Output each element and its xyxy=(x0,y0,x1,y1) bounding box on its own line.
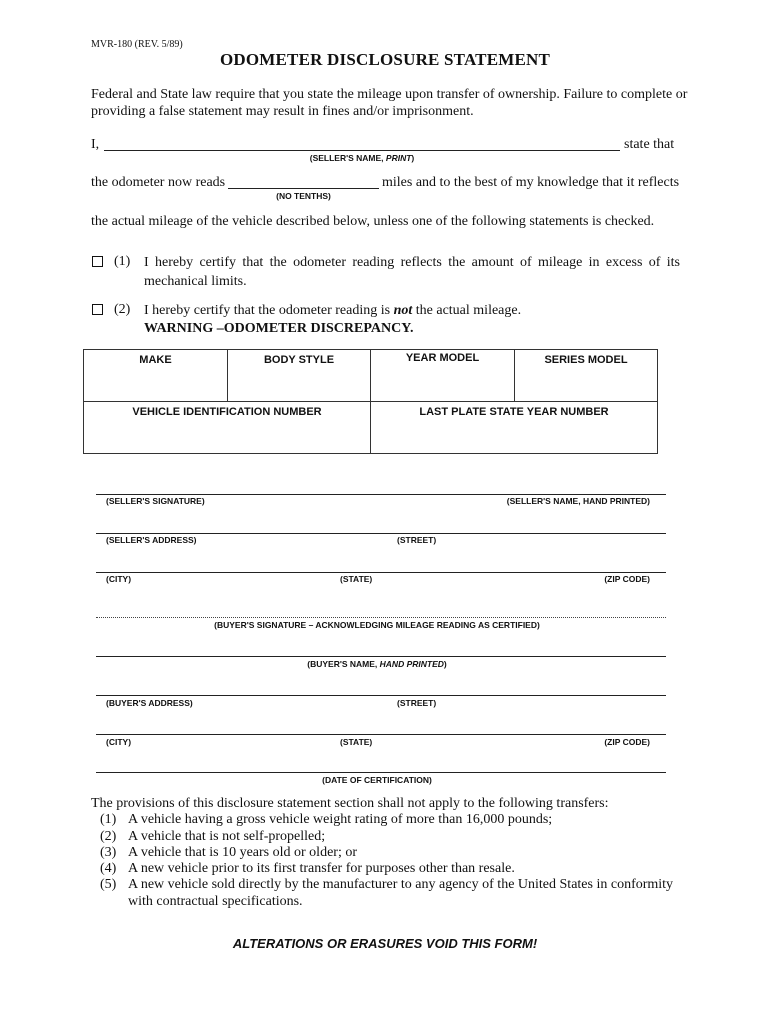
intro-text: Federal and State law require that you state the mileage upon transfer of ownership. Failure to complete or providing a false statement may result in fines and/or imprisonment. xyxy=(91,87,688,119)
provision-item xyxy=(91,812,691,828)
provision-item xyxy=(91,877,691,910)
statement-2-number: (2) xyxy=(114,302,131,317)
vin-cell[interactable] xyxy=(84,402,371,453)
seller-line-prefix: I, xyxy=(91,137,100,152)
body-style-cell[interactable] xyxy=(228,350,371,401)
make-label: MAKE xyxy=(139,354,172,366)
seller-city-label: (CITY) xyxy=(106,574,132,584)
make-cell[interactable] xyxy=(84,350,228,401)
provision-text: A new vehicle prior to its first transfer for purposes other than resale. xyxy=(128,861,515,877)
buyer-city-line[interactable] xyxy=(96,734,666,735)
provisions-section xyxy=(91,796,691,910)
seller-zip-label: (ZIP CODE) xyxy=(604,574,650,584)
buyer-zip-label: (ZIP CODE) xyxy=(604,737,650,747)
seller-name-field[interactable] xyxy=(104,150,620,151)
provision-text: A new vehicle sold directly by the manufacturer to any agency of the United States in conformity with contractual specifications. xyxy=(128,877,674,909)
buyer-signature-label: (BUYER'S SIGNATURE – ACKNOWLEDGING MILEAGE READING AS CERTIFIED) xyxy=(214,620,540,630)
buyer-name-label-main: (BUYER'S NAME, xyxy=(307,659,380,669)
year-model-cell[interactable] xyxy=(371,350,515,401)
seller-signature-label: (SELLER'S SIGNATURE) xyxy=(106,496,205,506)
statement-1-text: I hereby certify that the odometer reading reflects the amount of mileage in excess of its mechanical limits. xyxy=(144,255,680,289)
seller-name-caption xyxy=(104,153,620,163)
provision-text: A vehicle having a gross vehicle weight rating of more than 16,000 pounds; xyxy=(128,812,553,828)
form-id: MVR-180 (REV. 5/89) xyxy=(91,39,183,50)
buyer-name-label xyxy=(96,659,658,669)
provision-item xyxy=(91,829,691,845)
body-style-label: BODY STYLE xyxy=(263,354,335,366)
seller-name-caption-em: PRINT xyxy=(385,153,412,163)
buyer-name-label-em: HAND PRINTED xyxy=(379,659,444,669)
seller-name-caption-main: (SELLER'S NAME, xyxy=(309,153,386,163)
statement-1-checkbox[interactable] xyxy=(92,256,103,267)
statement-2-checkbox[interactable] xyxy=(92,304,103,315)
provision-number: (3) xyxy=(100,844,117,860)
vehicle-table-row-2 xyxy=(84,402,657,453)
odometer-reading-field[interactable] xyxy=(228,188,379,189)
provision-number: (5) xyxy=(100,877,117,893)
seller-city-line[interactable] xyxy=(96,572,666,573)
provision-item xyxy=(91,861,691,877)
provisions-intro: The provisions of this disclosure statement section shall not apply to the following transfers: xyxy=(91,796,609,811)
buyer-state-label: (STATE) xyxy=(340,737,373,747)
provision-number: (1) xyxy=(100,812,117,828)
series-model-cell[interactable] xyxy=(515,350,657,401)
seller-signature-line[interactable] xyxy=(96,494,666,495)
buyer-address-line[interactable] xyxy=(96,695,666,696)
mileage-text: the actual mileage of the vehicle described below, unless one of the following statements is checked. xyxy=(91,214,655,229)
year-model-label: YEAR MODEL xyxy=(405,352,480,364)
last-plate-cell[interactable] xyxy=(371,402,657,453)
no-tenths-caption: (NO TENTHS) xyxy=(276,191,331,201)
statement-2-text-after: the actual mileage. xyxy=(412,303,522,318)
statement-2-text-before: I hereby certify that the odometer reading is xyxy=(144,303,394,318)
buyer-name-line[interactable] xyxy=(96,656,666,657)
provision-text: A vehicle that is not self-propelled; xyxy=(128,828,326,844)
buyer-name-label-end: ) xyxy=(443,659,447,669)
seller-name-printed-label: (SELLER'S NAME, HAND PRINTED) xyxy=(506,496,650,506)
provision-item xyxy=(91,845,691,861)
buyer-street-label: (STREET) xyxy=(397,698,437,708)
seller-street-label: (STREET) xyxy=(397,535,437,545)
page-title: ODOMETER DISCLOSURE STATEMENT xyxy=(219,50,551,69)
seller-line-suffix: state that xyxy=(624,137,675,152)
statement-2-text xyxy=(144,301,680,320)
seller-state-label: (STATE) xyxy=(340,574,373,584)
provision-number: (2) xyxy=(100,828,117,844)
certification-date-line[interactable] xyxy=(96,772,666,773)
provision-number: (4) xyxy=(100,861,117,877)
seller-address-line[interactable] xyxy=(96,533,666,534)
odometer-line-prefix: the odometer now reads xyxy=(91,175,226,190)
vehicle-table-row-1 xyxy=(84,350,657,402)
certification-date-label: (DATE OF CERTIFICATION) xyxy=(322,775,432,785)
series-model-label: SERIES MODEL xyxy=(544,354,628,366)
buyer-signature-line[interactable] xyxy=(96,617,666,618)
last-plate-label: LAST PLATE STATE YEAR NUMBER xyxy=(419,406,609,418)
provision-text: A vehicle that is 10 years old or older; or xyxy=(128,844,357,860)
seller-name-caption-end: ) xyxy=(411,153,415,163)
seller-address-label: (SELLER'S ADDRESS) xyxy=(106,535,197,545)
vehicle-table xyxy=(83,349,658,454)
void-warning: ALTERATIONS OR ERASURES VOID THIS FORM! xyxy=(232,936,538,951)
buyer-address-label: (BUYER'S ADDRESS) xyxy=(106,698,193,708)
vin-label: VEHICLE IDENTIFICATION NUMBER xyxy=(132,406,322,418)
warning-text: WARNING –ODOMETER DISCREPANCY. xyxy=(144,321,414,336)
statement-1-number: (1) xyxy=(114,254,131,269)
odometer-line-suffix: miles and to the best of my knowledge that it reflects xyxy=(382,175,680,190)
buyer-city-label: (CITY) xyxy=(106,737,132,747)
statement-2-text-em: not xyxy=(393,303,413,318)
